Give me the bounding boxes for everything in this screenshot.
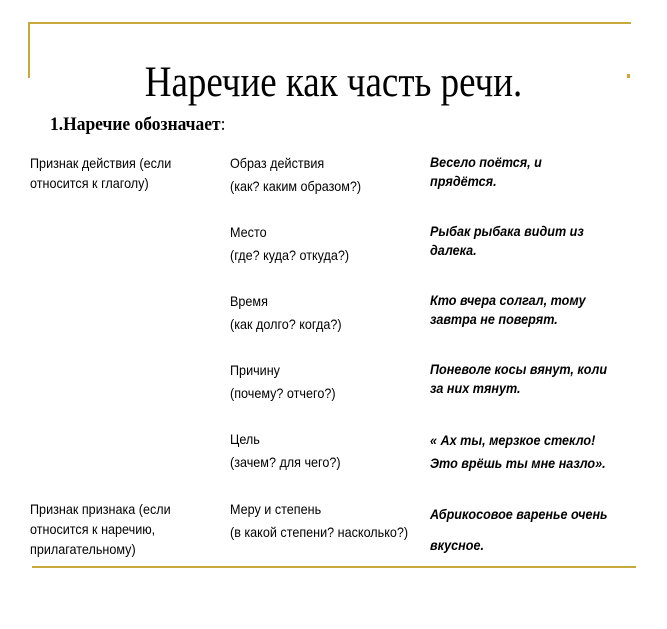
category-question: (зачем? для чего?): [230, 454, 341, 470]
category-label: Причину: [230, 362, 280, 378]
example-cell: [430, 360, 628, 398]
section-heading-text: 1.Наречие обозначает: [50, 114, 221, 135]
example-cell: [430, 429, 628, 475]
example-line: Рыбак рыбака видит из: [430, 223, 584, 239]
top-border-line: [28, 22, 631, 24]
example-cell: [430, 222, 628, 260]
example-line: прядётся.: [430, 173, 497, 189]
example-line: Абрикосовое варенье очень: [430, 506, 608, 522]
example-cell: [430, 153, 628, 191]
category-cell: [230, 222, 419, 265]
feature-line: Признак действия (если: [30, 155, 172, 171]
example-cell: [430, 291, 628, 329]
example-line: за них тянут.: [430, 380, 521, 396]
example-cell: [430, 499, 628, 561]
feature-cell: [30, 499, 188, 559]
category-label: Образ действия: [230, 155, 325, 171]
page-title: Наречие как часть речи.: [144, 59, 523, 106]
bottom-border-line: [32, 566, 636, 568]
category-label: Меру и степень: [230, 501, 322, 517]
category-label: Место: [230, 224, 267, 240]
category-question: (как долго? когда?): [230, 316, 342, 332]
category-question: (как? каким образом?): [230, 178, 362, 194]
example-line: Это врёшь ты мне назло».: [430, 455, 606, 471]
category-cell: [230, 360, 419, 403]
category-question: (почему? отчего?): [230, 385, 336, 401]
feature-line: Признак признака (если: [30, 501, 171, 517]
example-line: Поневоле косы вянут, коли: [430, 361, 608, 377]
section-heading: [50, 113, 225, 137]
category-question: (где? куда? откуда?): [230, 247, 350, 263]
category-label: Время: [230, 293, 268, 309]
left-border-line: [28, 22, 30, 78]
example-line: далека.: [430, 242, 477, 258]
category-cell: [230, 429, 419, 472]
example-line: « Ах ты, мерзкое стекло!: [430, 432, 596, 448]
feature-cell: [30, 153, 188, 193]
category-cell: [230, 291, 419, 334]
category-cell: [230, 153, 419, 196]
category-label: Цель: [230, 431, 260, 447]
feature-line: относится к глаголу): [30, 175, 149, 191]
category-cell: [230, 499, 419, 542]
feature-line: относится к наречию,: [30, 521, 156, 537]
example-line: вкусное.: [430, 537, 484, 553]
example-line: Кто вчера солгал, тому: [430, 292, 586, 308]
section-heading-colon: :: [220, 114, 226, 135]
right-border-tick: [627, 74, 630, 78]
example-line: Весело поётся, и: [430, 154, 542, 170]
feature-line: прилагательному): [30, 541, 136, 557]
example-line: завтра не поверят.: [430, 311, 558, 327]
category-question: (в какой степени? насколько?): [230, 524, 409, 540]
